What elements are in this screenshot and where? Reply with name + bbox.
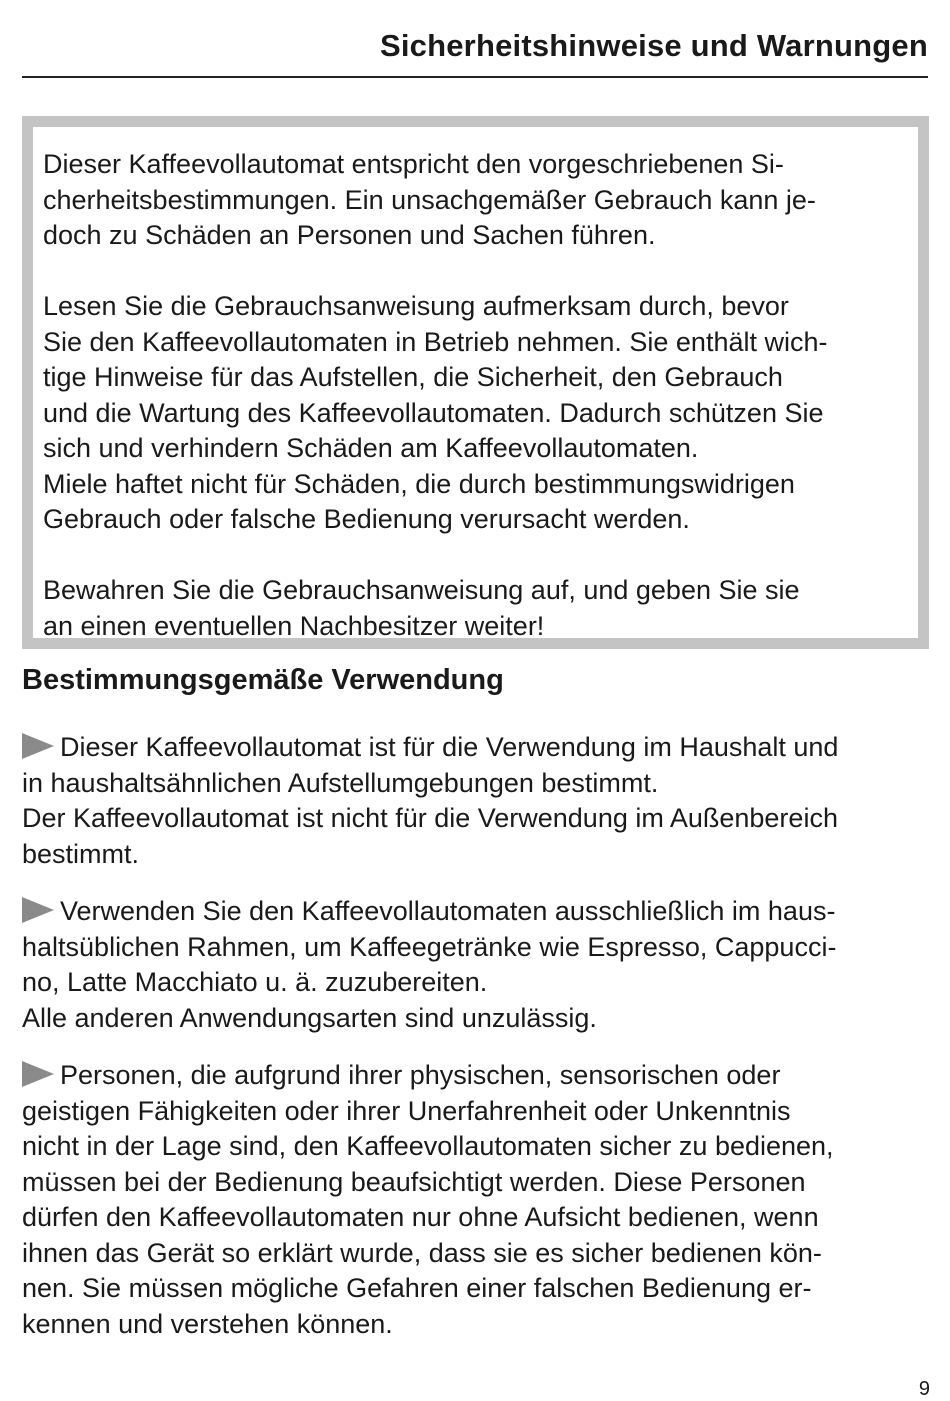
section-title: Bestimmungsgemäße Verwendung	[22, 664, 504, 696]
intended-use-item	[22, 730, 930, 872]
safety-warning-box	[22, 116, 929, 649]
warning-paragraph-intro: Dieser Kaffeevollautomat entspricht den vorgeschriebenen Si- cherheitsbestimmungen. Ein unsachgemäßer Gebrauch kann je- doch zu Schäden an Personen und Sachen führen.	[43, 149, 816, 250]
intended-use-item-text: Verwenden Sie den Kaffeevollautomaten ausschließlich im haus- haltsüblichen Rahmen, um Kaffeegetränke wie Espresso, Cappucci- no, Latte Macchiato u. ä. zuzubereiten. Alle anderen Anwendungsarten sind unzulässig.	[22, 896, 837, 1033]
triangle-right-icon	[22, 897, 54, 923]
intended-use-item	[22, 1058, 930, 1342]
page-header	[22, 24, 928, 78]
warning-paragraph-read-instructions: Lesen Sie die Gebrauchsanweisung aufmerksam durch, bevor Sie den Kaffeevollautomaten in Betrieb nehmen. Sie enthält wich- tige Hinweise für das Aufstellen, die Sicherheit, den Gebrauch und die Wartung des Kaffeevollautomaten. Dadurch schützen Sie sich und verhindern Schäden am Kaffeevollautomaten. Miele haftet nicht für Schäden, die durch bestimmungswidrigen Gebrauch oder falsche Bedienung verursacht werden.	[43, 291, 828, 534]
warning-paragraph-keep-instructions: Bewahren Sie die Gebrauchsanweisung auf, und geben Sie sie an einen eventuellen Nachbesitzer weiter!	[43, 575, 800, 641]
intended-use-item-text: Dieser Kaffeevollautomat ist für die Verwendung im Haushalt und in haushaltsähnlichen Aufstellumgebungen bestimmt. Der Kaffeevollautomat ist nicht für die Verwendung im Außenbereich bestimmt.	[22, 732, 839, 869]
intended-use-item	[22, 894, 930, 1036]
page-title: Sicherheitshinweise und Warnungen	[379, 28, 928, 63]
triangle-right-icon	[22, 733, 54, 759]
triangle-right-icon	[22, 1061, 54, 1087]
page-number: 9	[918, 1378, 930, 1400]
intended-use-item-text: Personen, die aufgrund ihrer physischen, sensorischen oder geistigen Fähigkeiten oder ihrer Unerfahrenheit oder Unkenntnis nicht in der Lage sind, den Kaffeevollautomaten sicher zu bedienen, müssen bei der Bedienung beaufsichtigt werden. Diese Personen dürfen den Kaffeevollautomaten nur ohne Aufsicht bedienen, wenn ihnen das Gerät so erklärt wurde, dass sie es sicher bedienen kön- nen. Sie müssen mögliche Gefahren einer falschen Bedienung er- kennen und verstehen können.	[22, 1060, 834, 1339]
